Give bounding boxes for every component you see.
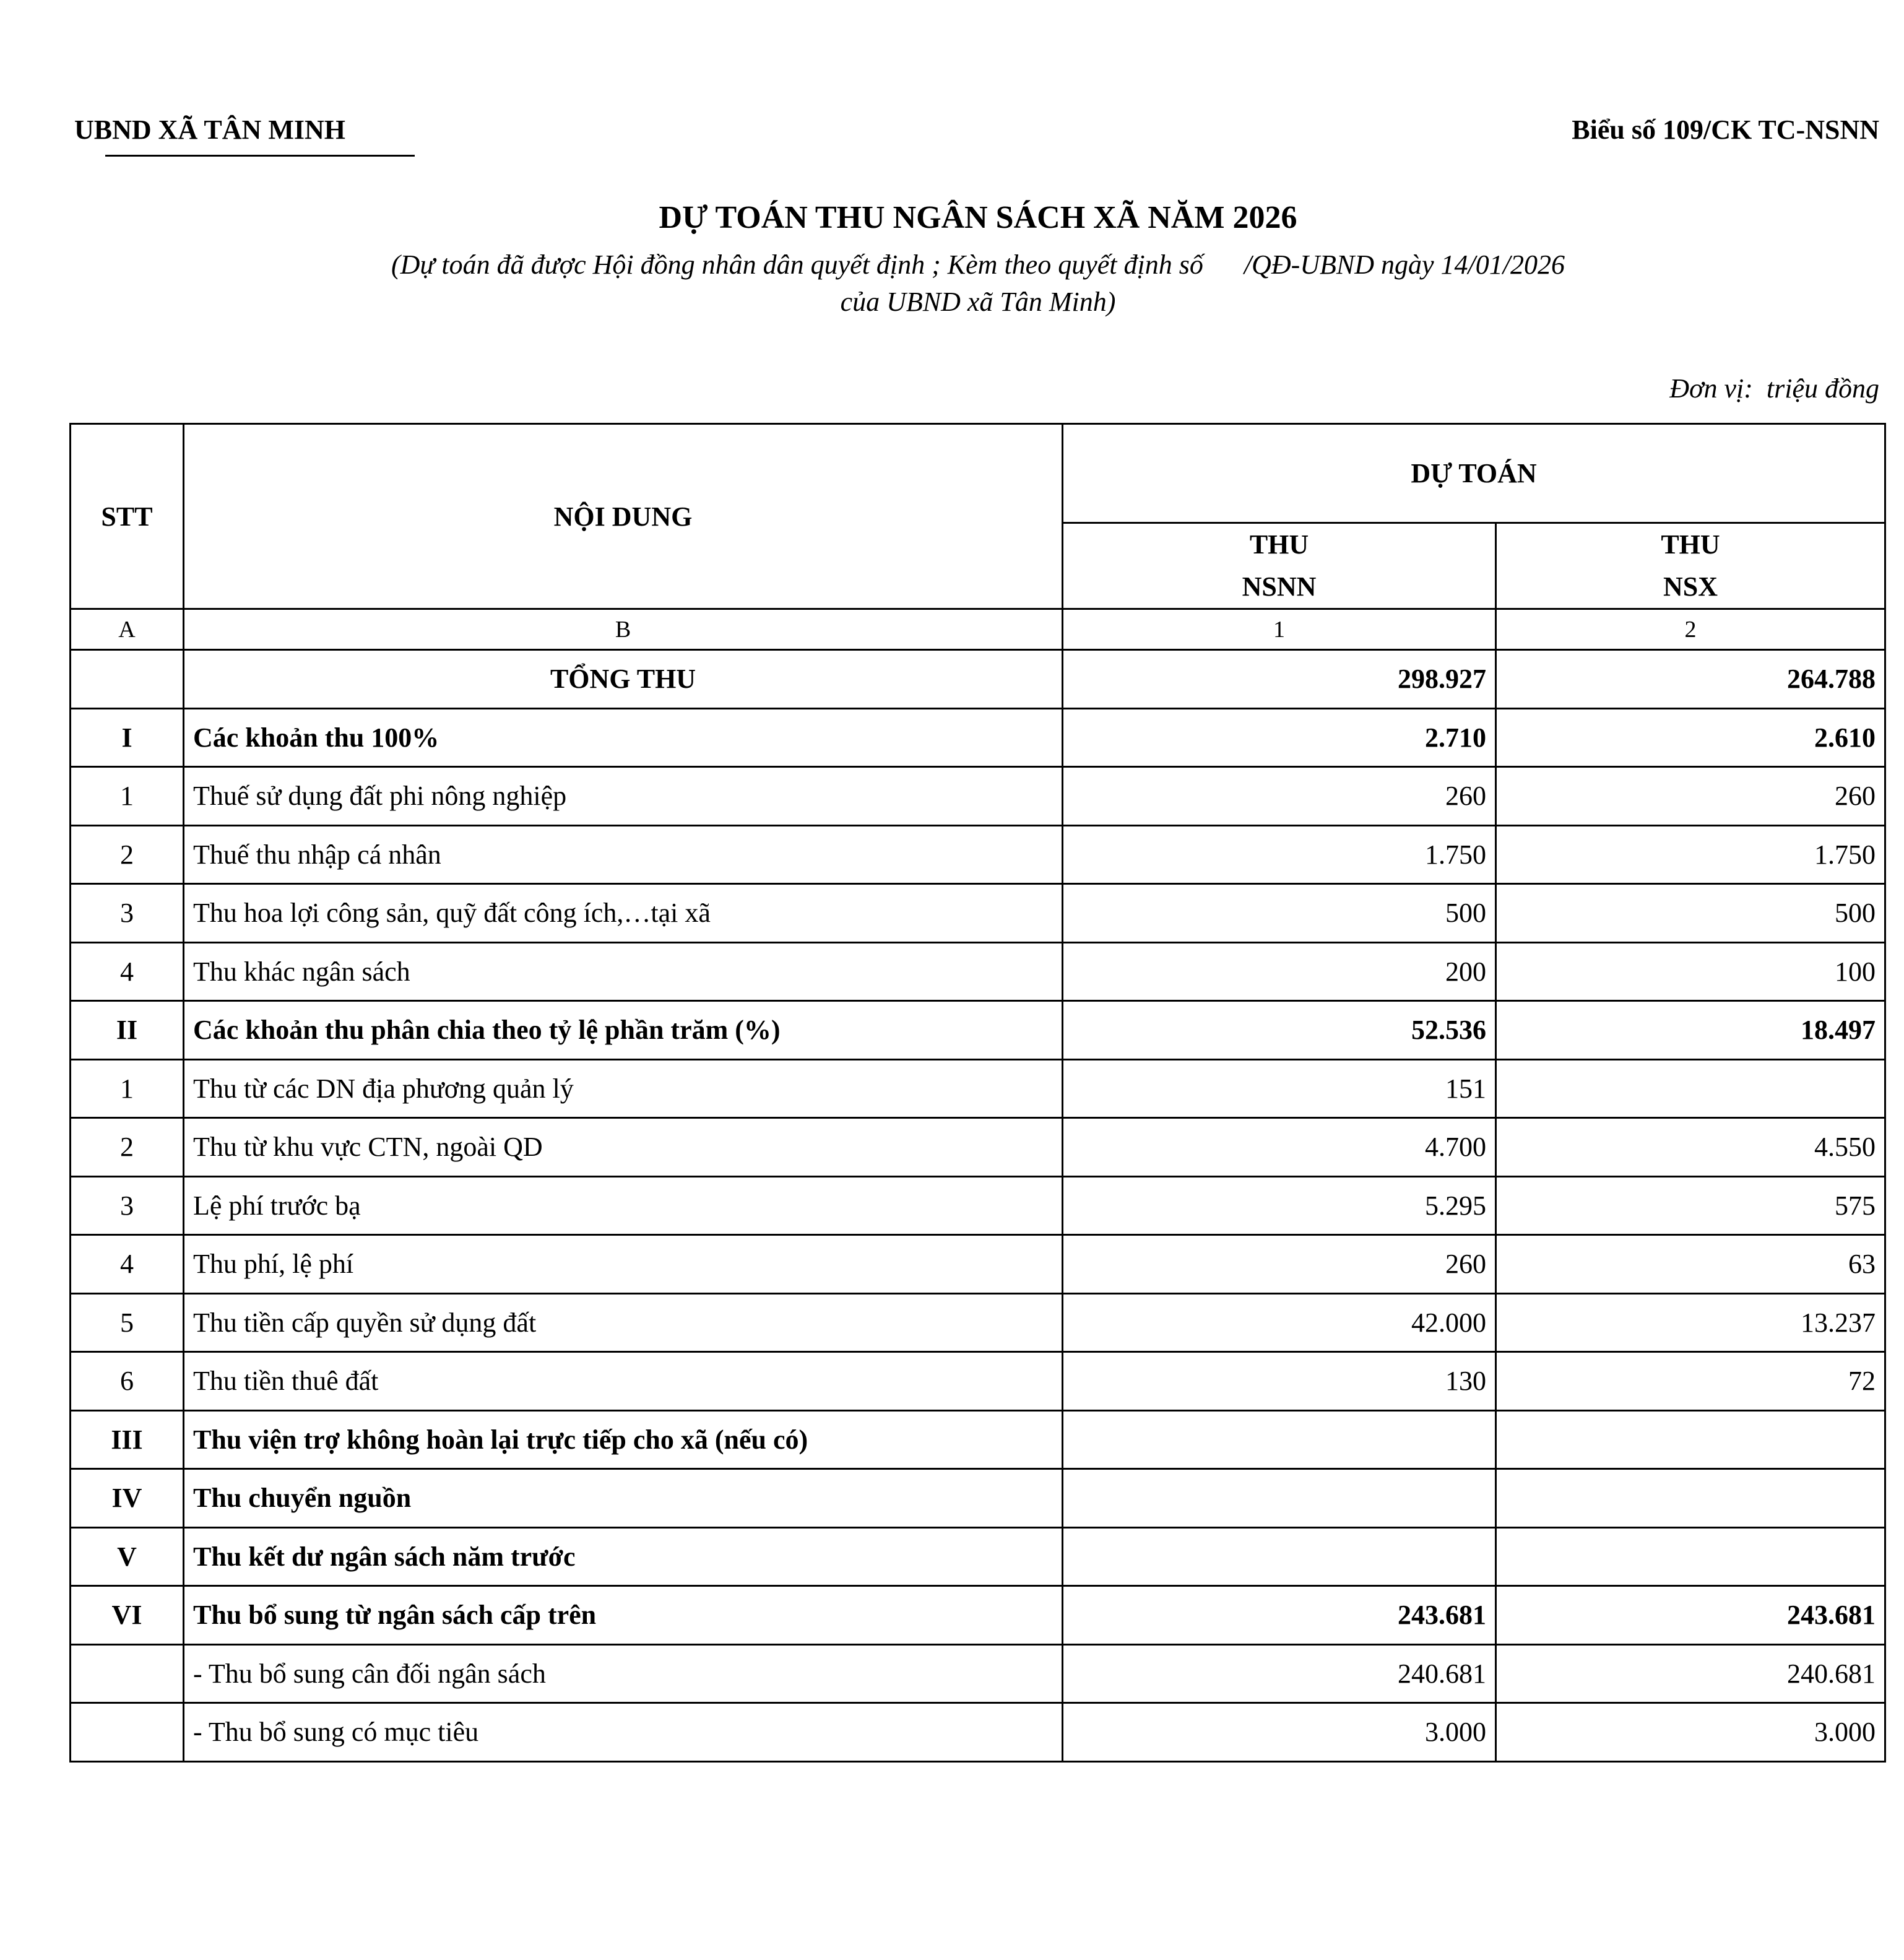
index-2: 2 [1496, 609, 1885, 650]
organization-name: UBND XÃ TÂN MINH [74, 115, 345, 145]
row-content: Thu chuyển nguồn [184, 1469, 1063, 1528]
table-row [71, 1059, 1885, 1118]
row-content: Thuế sử dụng đất phi nông nghiệp [184, 767, 1063, 826]
document-subtitle-line-1: (Dự toán đã được Hội đồng nhân dân quyết định ; Kèm theo quyết định số /QĐ-UBND ngày 14/01/2026 [391, 249, 1565, 280]
row-nsnn: 240.681 [1063, 1644, 1496, 1703]
row-stt: 1 [71, 1059, 184, 1118]
table-row [71, 1001, 1885, 1060]
table-row [71, 1527, 1885, 1586]
row-nsnn: 1.750 [1063, 825, 1496, 884]
row-content: Thu tiền cấp quyền sử dụng đất [184, 1293, 1063, 1352]
row-nsnn: 4.700 [1063, 1118, 1496, 1177]
header-nsx-line-1: THU [1661, 529, 1720, 560]
row-content: Thuế thu nhập cá nhân [184, 825, 1063, 884]
row-stt [71, 1703, 184, 1762]
document-subtitle-line-2: của UBND xã Tân Minh) [840, 287, 1116, 317]
header-nsx [1496, 523, 1885, 609]
table-row [71, 942, 1885, 1001]
row-content: Các khoản thu 100% [184, 708, 1063, 767]
header-content: NỘI DUNG [184, 424, 1063, 609]
row-content: Thu phí, lệ phí [184, 1235, 1063, 1294]
index-1: 1 [1063, 609, 1496, 650]
row-stt: 2 [71, 1118, 184, 1177]
row-stt: I [71, 708, 184, 767]
table-row [71, 1586, 1885, 1645]
header-nsnn-line-2: NSNN [1242, 571, 1317, 602]
row-stt: II [71, 1001, 184, 1060]
form-number: Biểu số 109/CK TC-NSNN [1572, 115, 1879, 145]
row-nsx: 575 [1496, 1176, 1885, 1235]
row-content: Thu viện trợ không hoàn lại trực tiếp cho xã (nếu có) [184, 1410, 1063, 1469]
row-stt: 5 [71, 1293, 184, 1352]
budget-table [69, 423, 1886, 1763]
row-nsnn: 298.927 [1063, 650, 1496, 709]
row-content: Thu bổ sung từ ngân sách cấp trên [184, 1586, 1063, 1645]
row-nsnn: 3.000 [1063, 1703, 1496, 1762]
row-stt: VI [71, 1586, 184, 1645]
row-stt: 2 [71, 825, 184, 884]
row-nsnn [1063, 1469, 1496, 1528]
row-nsx [1496, 1527, 1885, 1586]
row-content: Thu từ khu vực CTN, ngoài QD [184, 1118, 1063, 1177]
row-nsnn [1063, 1410, 1496, 1469]
row-stt: 4 [71, 942, 184, 1001]
row-nsnn: 200 [1063, 942, 1496, 1001]
row-nsx [1496, 1469, 1885, 1528]
row-nsx: 264.788 [1496, 650, 1885, 709]
table-row [71, 708, 1885, 767]
row-nsx: 72 [1496, 1352, 1885, 1411]
row-nsx: 243.681 [1496, 1586, 1885, 1645]
row-nsx: 1.750 [1496, 825, 1885, 884]
row-content: Các khoản thu phân chia theo tỷ lệ phần trăm (%) [184, 1001, 1063, 1060]
row-content: - Thu bổ sung có mục tiêu [184, 1703, 1063, 1762]
row-nsx: 3.000 [1496, 1703, 1885, 1762]
row-content: Thu kết dư ngân sách năm trước [184, 1527, 1063, 1586]
table-row [71, 1410, 1885, 1469]
table-row [71, 650, 1885, 709]
table-row [71, 1469, 1885, 1528]
row-stt: V [71, 1527, 184, 1586]
row-nsnn: 5.295 [1063, 1176, 1496, 1235]
row-stt: 1 [71, 767, 184, 826]
row-nsx: 500 [1496, 884, 1885, 943]
row-nsnn: 260 [1063, 1235, 1496, 1294]
header-stt: STT [71, 424, 184, 609]
row-nsx: 100 [1496, 942, 1885, 1001]
row-content: Lệ phí trước bạ [184, 1176, 1063, 1235]
row-content: - Thu bổ sung cân đối ngân sách [184, 1644, 1063, 1703]
row-nsnn: 130 [1063, 1352, 1496, 1411]
table-row [71, 1293, 1885, 1352]
row-content: Thu hoa lợi công sản, quỹ đất công ích,…tại xã [184, 884, 1063, 943]
header-nsnn-line-1: THU [1249, 529, 1309, 560]
row-nsx [1496, 1410, 1885, 1469]
row-nsnn: 260 [1063, 767, 1496, 826]
row-nsx: 260 [1496, 767, 1885, 826]
row-nsx: 13.237 [1496, 1293, 1885, 1352]
header-nsnn [1063, 523, 1496, 609]
table-row [71, 1235, 1885, 1294]
row-stt: 3 [71, 884, 184, 943]
row-stt: 6 [71, 1352, 184, 1411]
document-title: DỰ TOÁN THU NGÂN SÁCH XÃ NĂM 2026 [659, 200, 1297, 235]
row-stt: 3 [71, 1176, 184, 1235]
row-content: TỔNG THU [184, 650, 1063, 709]
row-nsx: 63 [1496, 1235, 1885, 1294]
table-row [71, 1703, 1885, 1762]
row-nsnn: 52.536 [1063, 1001, 1496, 1060]
table-row [71, 1118, 1885, 1177]
row-stt [71, 650, 184, 709]
table-row [71, 767, 1885, 826]
row-nsnn: 151 [1063, 1059, 1496, 1118]
table-row [71, 825, 1885, 884]
row-stt: III [71, 1410, 184, 1469]
row-nsnn [1063, 1527, 1496, 1586]
table-row [71, 884, 1885, 943]
table-row [71, 1644, 1885, 1703]
row-stt: IV [71, 1469, 184, 1528]
index-a: A [71, 609, 184, 650]
table-row [71, 1176, 1885, 1235]
row-content: Thu khác ngân sách [184, 942, 1063, 1001]
row-nsx: 18.497 [1496, 1001, 1885, 1060]
header-nsx-line-2: NSX [1663, 571, 1718, 602]
organization-underline [105, 155, 415, 157]
row-content: Thu tiền thuê đất [184, 1352, 1063, 1411]
row-nsnn: 243.681 [1063, 1586, 1496, 1645]
row-nsx [1496, 1059, 1885, 1118]
row-content: Thu từ các DN địa phương quản lý [184, 1059, 1063, 1118]
row-nsnn: 500 [1063, 884, 1496, 943]
index-b: B [184, 609, 1063, 650]
row-nsx: 2.610 [1496, 708, 1885, 767]
table-row [71, 1352, 1885, 1411]
row-stt [71, 1644, 184, 1703]
unit-label: Đơn vị: triệu đồng [1669, 373, 1879, 404]
row-nsx: 240.681 [1496, 1644, 1885, 1703]
row-nsx: 4.550 [1496, 1118, 1885, 1177]
row-nsnn: 42.000 [1063, 1293, 1496, 1352]
row-nsnn: 2.710 [1063, 708, 1496, 767]
row-stt: 4 [71, 1235, 184, 1294]
header-budget-group: DỰ TOÁN [1063, 424, 1885, 523]
